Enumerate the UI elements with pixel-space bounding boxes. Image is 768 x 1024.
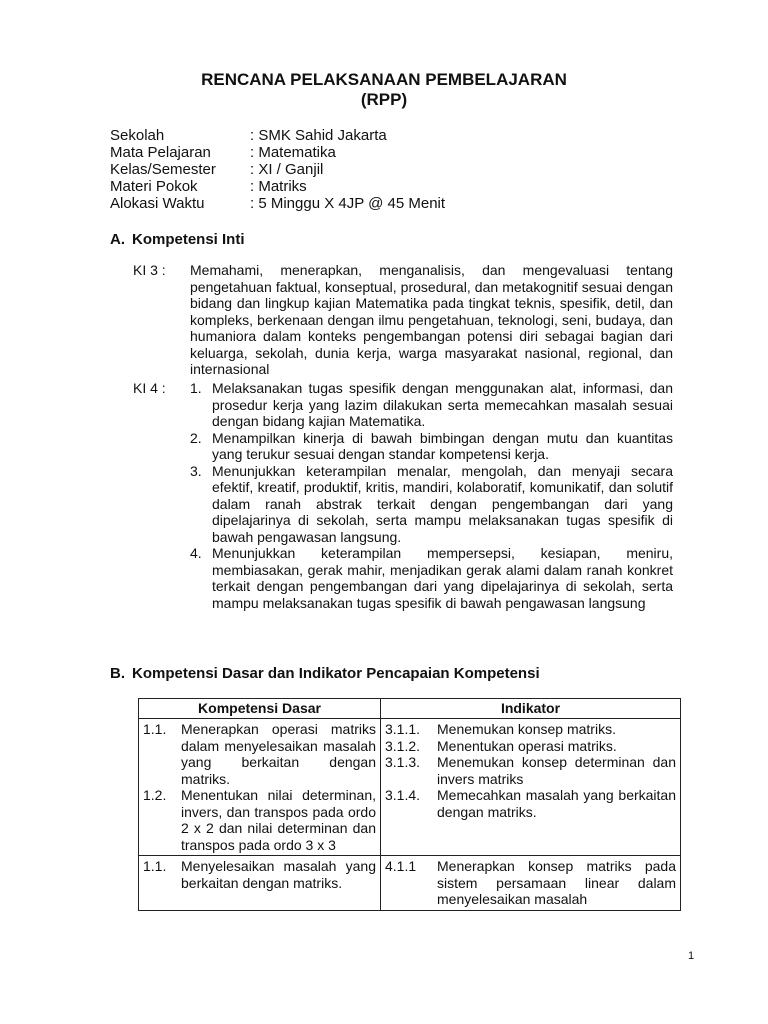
list-item (190, 545, 673, 611)
meta-value: : 5 Minggu X 4JP @ 45 Menit (250, 195, 446, 212)
meta-value: : XI / Ganjil (250, 161, 324, 178)
section-letter: A. (110, 231, 125, 248)
indicator-number: 3.1.3. (385, 754, 421, 770)
indicator-item (385, 738, 676, 755)
indicator-text: Menemukan konsep matriks. (437, 721, 616, 737)
indicator-item (385, 787, 676, 820)
kd-item (143, 787, 376, 853)
list-item (190, 430, 673, 463)
indicator-item (385, 721, 676, 738)
meta-row (110, 195, 445, 212)
list-number: 2. (190, 429, 202, 446)
kd-item (143, 721, 376, 787)
list-text: Menunjukkan keterampilan menalar, mengolah, dan menyaji secara efektif, kreatif, produktif, kritis, mandiri, kolaboratif, komunikatif, dan solutif dalam ranah abstrak terkait dengan pengembangan dari yang dipelajarinya di sekolah, serta mampu melaksanakan tugas spesifik di bawah pengawasan langsung. (212, 462, 673, 545)
indicator-number: 3.1.1. (385, 721, 421, 737)
table-row (139, 719, 681, 856)
list-text: Menampilkan kinerja di bawah bimbingan dengan mutu dan kuantitas yang terukur sesuai dengan standar kompetensi kerja. (212, 429, 673, 462)
indikator-cell (381, 719, 681, 856)
header-indikator: Indikator (381, 699, 681, 719)
ki4-list (190, 380, 673, 611)
competency-table (138, 698, 681, 911)
table-row (139, 856, 681, 911)
section-title: Kompetensi Inti (132, 231, 245, 248)
indikator-cell (381, 856, 681, 911)
identity-block (110, 127, 445, 212)
meta-row (110, 178, 445, 195)
header-kompetensi-dasar: Kompetensi Dasar (139, 699, 381, 719)
kd-cell (139, 719, 381, 856)
kd-number: 1.1. (143, 858, 167, 874)
meta-label: Materi Pokok (110, 178, 198, 195)
meta-row (110, 127, 445, 144)
kd-text: Menentukan nilai determinan, invers, dan transpos pada ordo 2 x 2 dan nilai determinan dan transpos pada ordo 3 x 3 (181, 787, 376, 853)
kd-text: Menyelesaikan masalah yang berkaitan dengan matriks. (181, 858, 376, 891)
ki3-label: KI 3 : (133, 262, 166, 278)
page-number: 1 (688, 950, 695, 962)
doc-title: RENCANA PELAKSANAAN PEMBELAJARAN (201, 70, 567, 89)
ki4-label: KI 4 : (133, 380, 166, 396)
meta-row (110, 144, 445, 161)
kd-text: Menerapkan operasi matriks dalam menyelesaikan masalah yang berkaitan dengan matriks. (181, 721, 376, 787)
list-item (190, 380, 673, 430)
list-number: 4. (190, 545, 202, 561)
indicator-text: Memecahkan masalah yang berkaitan dengan matriks. (437, 787, 676, 820)
section-a-heading (110, 231, 245, 248)
doc-subtitle: (RPP) (360, 90, 408, 109)
meta-label: Mata Pelajaran (110, 144, 211, 161)
indicator-text: Menemukan konsep determinan dan invers matriks (437, 754, 676, 787)
section-b-heading (110, 665, 540, 682)
meta-label: Sekolah (110, 127, 165, 144)
section-title: Kompetensi Dasar dan Indikator Pencapaian Kompetensi (132, 665, 540, 682)
indicator-number: 3.1.2. (385, 737, 421, 754)
list-text: Menunjukkan keterampilan mempersepsi, kesiapan, meniru, membiasakan, gerak mahir, menjadikan gerak alami dalam ranah konkret terkait dengan pengembangan dari yang dipelajarinya di sekolah, serta mampu melaksanakan tugas spesifik di bawah pengawasan langsung (212, 545, 673, 611)
meta-label: Kelas/Semester (110, 161, 216, 178)
indicator-number: 3.1.4. (385, 787, 421, 803)
meta-value: : Matematika (250, 144, 336, 161)
kd-cell (139, 856, 381, 911)
indicator-text: Menentukan operasi matriks. (437, 737, 617, 754)
table-header-row (139, 699, 681, 719)
kd-number: 1.2. (143, 787, 167, 803)
section-letter: B. (110, 665, 125, 682)
meta-label: Alokasi Waktu (110, 195, 205, 212)
meta-value: : SMK Sahid Jakarta (250, 127, 387, 144)
list-text: Melaksanakan tugas spesifik dengan menggunakan alat, informasi, dan prosedur kerja yang lazim dilakukan serta memecahkan masalah sesuai dengan bidang kajian Matematika. (212, 380, 673, 429)
meta-value: : Matriks (250, 178, 307, 195)
kd-item (143, 858, 376, 891)
indicator-number: 4.1.1 (385, 858, 417, 874)
meta-row (110, 161, 445, 178)
indicator-item (385, 754, 676, 787)
indicator-text: Menerapkan konsep matriks pada sistem persamaan linear dalam menyelesaikan masalah (437, 858, 676, 907)
list-number: 3. (190, 462, 202, 479)
ki3-text: Memahami, menerapkan, menganalisis, dan mengevaluasi tentang pengetahuan faktual, konseptual, prosedural, dan metakognitif sesuai dengan bidang dan lingkup kajian Matematika pada tingkat teknis, spesifik, detil, dan kompleks, berkenaan dengan ilmu pengetahuan, teknologi, seni, budaya, dan humaniora dalam konteks pengembangan potensi diri sebagai bagian dari keluarga, sekolah, dunia kerja, warga masyarakat nasional, regional, dan internasional (190, 262, 673, 377)
list-item (190, 463, 673, 546)
kd-number: 1.1. (143, 721, 167, 737)
list-number: 1. (190, 380, 202, 396)
indicator-item (385, 858, 676, 908)
